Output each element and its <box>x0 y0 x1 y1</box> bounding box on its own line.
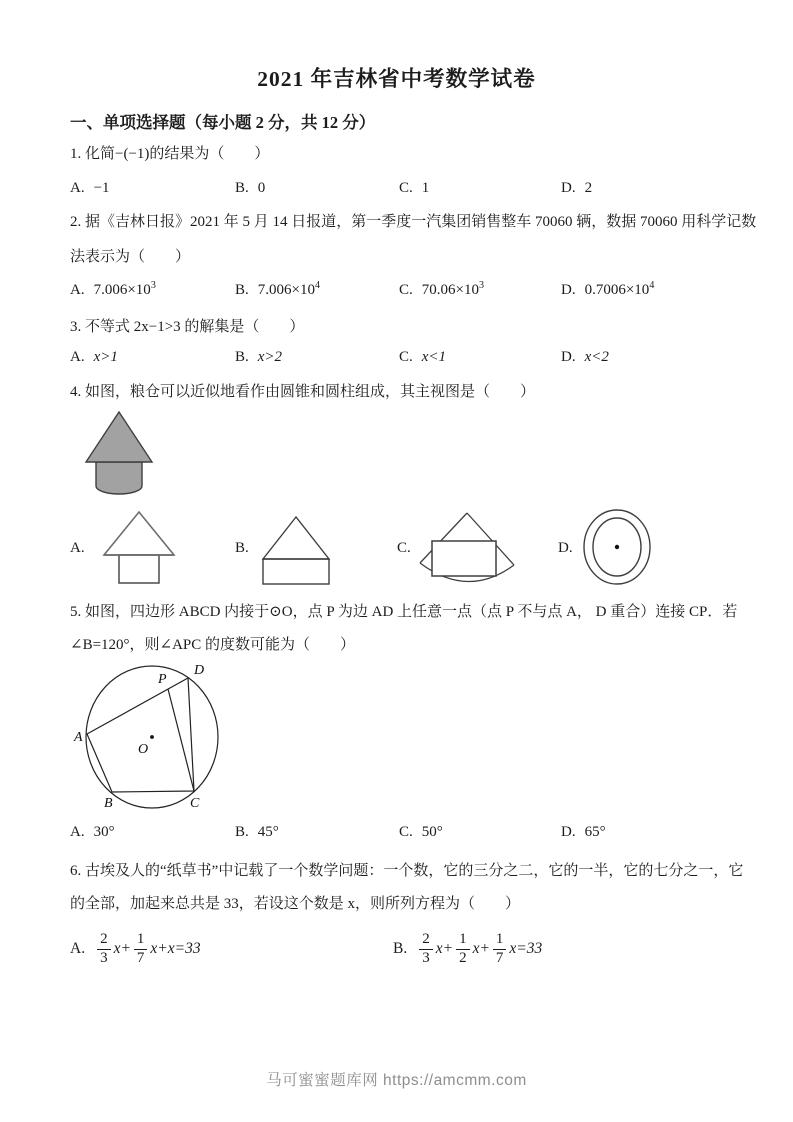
q4-shape-c-figure <box>415 503 521 591</box>
question-3-options <box>0 349 793 375</box>
label-A: A <box>74 730 83 745</box>
question-5-options <box>0 824 793 850</box>
q3-option-d: D. x<2 <box>561 349 609 365</box>
question-2-line1: 2. 据《吉林日报》2021 年 5 月 14 日报道，第一季度一汽集团销售整车 70060 辆，数据 70060 用科学记数 <box>70 214 757 230</box>
q1-option-a: A. −1 <box>70 180 110 196</box>
quadrilateral-ABCD <box>87 678 194 792</box>
segment-PC <box>168 689 194 791</box>
site-watermark: 马可蜜蜜题库网 https://amcmm.com <box>266 1072 527 1089</box>
q5-option-d: D. 65° <box>561 824 606 840</box>
q2-option-b: B. $7.006\times 10^4$ <box>235 280 320 298</box>
center-dot <box>150 735 154 739</box>
fraction-2-3: $\frac{2}{3}$ <box>97 931 111 967</box>
question-5-line2: ∠B=120°，则∠APC 的度数可能为（ ） <box>70 637 356 653</box>
question-2-options <box>0 280 793 306</box>
label-O: O <box>138 742 149 757</box>
q5-option-b: B. 45° <box>235 824 279 840</box>
q4-shape-b-figure <box>258 512 338 586</box>
q3-option-b: B. x>2 <box>235 349 283 365</box>
q4-shape-d-figure <box>580 506 656 588</box>
q5-option-a: A. 30° <box>70 824 115 840</box>
q2-option-d: D. $0.7006\times 10^4$ <box>561 280 655 298</box>
q5-circle-figure <box>70 660 230 812</box>
q4-shape-label-a: A. <box>70 540 85 556</box>
question-4-text: 4. 如图，粮仓可以近似地看作由圆锥和圆柱组成，其主视图是（ ） <box>70 384 536 400</box>
question-2-line2: 法表示为（ ） <box>70 249 191 265</box>
label-C: C <box>190 796 200 811</box>
q6-option-b-equation: B. $\frac{2}{3}$ x+ $\frac{1}{2}$ x+ $\frac{1}{7}$ x=33 <box>393 931 543 966</box>
q6-option-a-equation: A. $\frac{2}{3}$ x+ $\frac{1}{7}$ x+x=33 <box>70 931 201 966</box>
q2-option-c: C. $70.06\times 10^3$ <box>399 280 484 298</box>
granary-cone <box>86 412 152 462</box>
question-1-text: 1. 化简−(−1)的结果为（ ） <box>70 146 270 162</box>
label-B: B <box>104 796 113 811</box>
question-1-options <box>0 180 793 206</box>
granary-figure <box>78 406 162 500</box>
fraction-1-2: $\frac{1}{2}$ <box>456 931 470 967</box>
q4-shape-label-d: D. <box>558 540 573 556</box>
fraction-1-7: $\frac{1}{7}$ <box>493 931 507 967</box>
granary-cylinder <box>96 462 142 494</box>
q1-option-d: D. 2 <box>561 180 593 196</box>
q2-option-a: A. $7.006\times 10^3$ <box>70 280 156 298</box>
question-6-line2: 的全部，加起来总共是 33，若设这个数是 x，则所列方程为（ ） <box>70 896 521 912</box>
q4-shape-a-figure <box>98 506 180 586</box>
label-D: D <box>194 663 205 678</box>
page-title: 2021 年吉林省中考数学试卷 <box>257 67 536 91</box>
q5-option-c: C. 50° <box>399 824 443 840</box>
fraction-1-7: $\frac{1}{7}$ <box>134 931 148 967</box>
q1-option-b: B. 0 <box>235 180 266 196</box>
q4-shape-label-b: B. <box>235 540 249 556</box>
section-heading: 一、单项选择题（每小题 2 分，共 12 分） <box>70 113 376 132</box>
q4-shape-label-c: C. <box>397 540 411 556</box>
question-5-line1: 5. 如图，四边形 ABCD 内接于⊙O，点 P 为边 AD 上任意一点（点 P 不与点 A， D 重合）连接 CP．若 <box>70 604 738 620</box>
q1-option-c: C. 1 <box>399 180 430 196</box>
question-3-text: 3. 不等式 2x−1>3 的解集是（ ） <box>70 319 305 335</box>
fraction-2-3: $\frac{2}{3}$ <box>419 931 433 967</box>
q3-option-c: C. x<1 <box>399 349 447 365</box>
label-P: P <box>158 672 167 687</box>
question-6-line1: 6. 古埃及人的“纸草书”中记载了一个数学问题：一个数，它的三分之二，它的一半，它的七分之一，它 <box>70 863 744 879</box>
q3-option-a: A. x>1 <box>70 349 118 365</box>
